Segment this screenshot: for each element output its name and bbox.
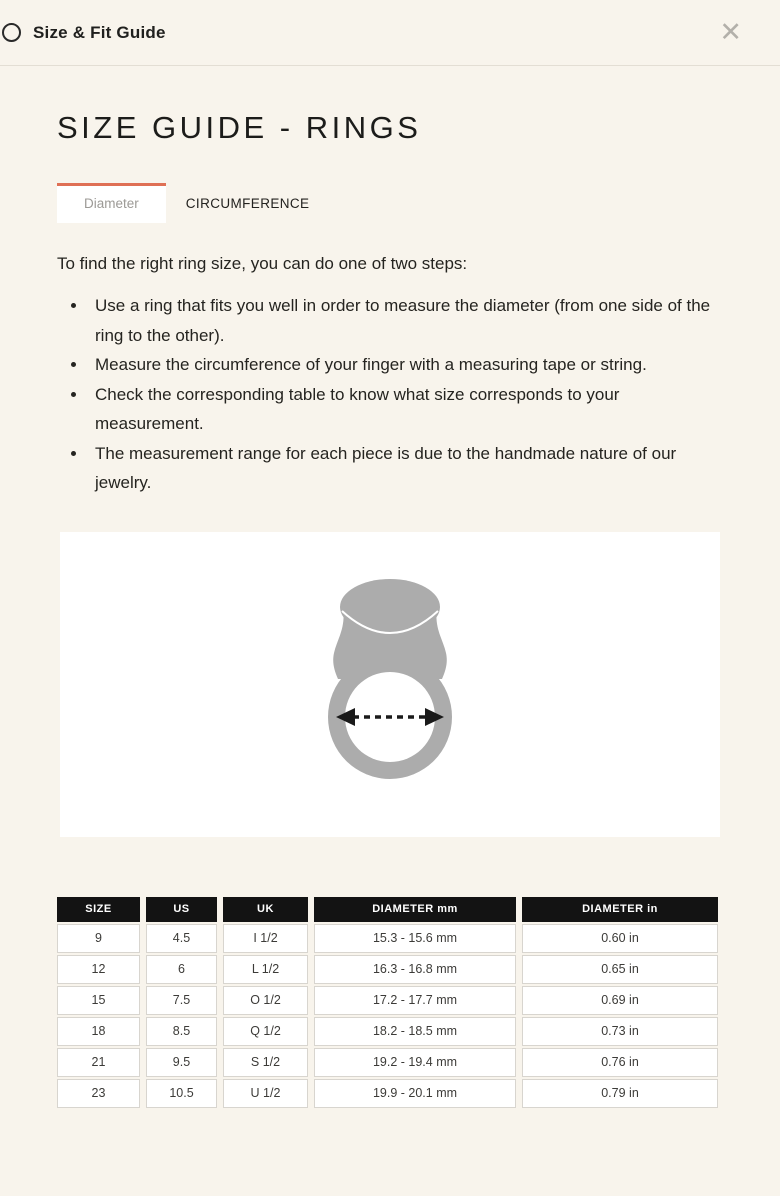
modal-header <box>0 0 780 66</box>
table-cell: 19.2 - 19.4 mm <box>314 1048 516 1077</box>
table-cell: 19.9 - 20.1 mm <box>314 1079 516 1108</box>
table-cell: 21 <box>57 1048 140 1077</box>
table-cell: 7.5 <box>146 986 217 1015</box>
ring-diameter-illustration <box>290 566 490 803</box>
table-cell: O 1/2 <box>223 986 308 1015</box>
table-cell: 6 <box>146 955 217 984</box>
column-header: DIAMETER in <box>522 897 718 922</box>
table-cell: 0.73 in <box>522 1017 718 1046</box>
table-cell: 0.69 in <box>522 986 718 1015</box>
table-cell: 18 <box>57 1017 140 1046</box>
instructions-list <box>57 291 718 498</box>
table-cell: 17.2 - 17.7 mm <box>314 986 516 1015</box>
close-icon[interactable]: ✕ <box>711 17 750 48</box>
table-cell: 15 <box>57 986 140 1015</box>
table-cell: S 1/2 <box>223 1048 308 1077</box>
table-cell: 18.2 - 18.5 mm <box>314 1017 516 1046</box>
table-cell: 9.5 <box>146 1048 217 1077</box>
table-cell: 8.5 <box>146 1017 217 1046</box>
tab-diameter[interactable]: Diameter <box>57 183 166 223</box>
table-cell: I 1/2 <box>223 924 308 953</box>
intro-text: To find the right ring size, you can do one of two steps: <box>57 254 468 273</box>
table-cell: 23 <box>57 1079 140 1108</box>
table-cell: 12 <box>57 955 140 984</box>
table-cell: 0.79 in <box>522 1079 718 1108</box>
column-header: UK <box>223 897 308 922</box>
table-cell: Q 1/2 <box>223 1017 308 1046</box>
table-cell: 9 <box>57 924 140 953</box>
ring-icon <box>2 23 21 42</box>
list-item: • Measure the circumference of your finger with a measuring tape or string. <box>88 350 718 380</box>
table-cell: 10.5 <box>146 1079 217 1108</box>
unit-tabs <box>57 183 718 223</box>
page-title: SIZE GUIDE - RINGS <box>57 110 422 145</box>
table-cell: 0.65 in <box>522 955 718 984</box>
ring-size-table <box>57 897 718 1108</box>
table-cell: 16.3 - 16.8 mm <box>314 955 516 984</box>
table-cell: L 1/2 <box>223 955 308 984</box>
column-header: SIZE <box>57 897 140 922</box>
list-item: • The measurement range for each piece is due to the handmade nature of our jewelry. <box>88 439 718 498</box>
modal-content <box>0 110 780 1108</box>
tab-circumference[interactable]: CIRCUMFERENCE <box>185 195 310 211</box>
illustration-panel <box>60 532 720 837</box>
table-cell: U 1/2 <box>223 1079 308 1108</box>
table-cell: 4.5 <box>146 924 217 953</box>
table-cell: 15.3 - 15.6 mm <box>314 924 516 953</box>
list-item: • Check the corresponding table to know what size corresponds to your measurement. <box>88 380 718 439</box>
table-cell: 0.76 in <box>522 1048 718 1077</box>
modal-title: Size & Fit Guide <box>33 22 166 42</box>
table-cell: 0.60 in <box>522 924 718 953</box>
list-item: • Use a ring that fits you well in order to measure the diameter (from one side of the ring to the other). <box>88 291 718 350</box>
column-header: US <box>146 897 217 922</box>
column-header: DIAMETER mm <box>314 897 516 922</box>
